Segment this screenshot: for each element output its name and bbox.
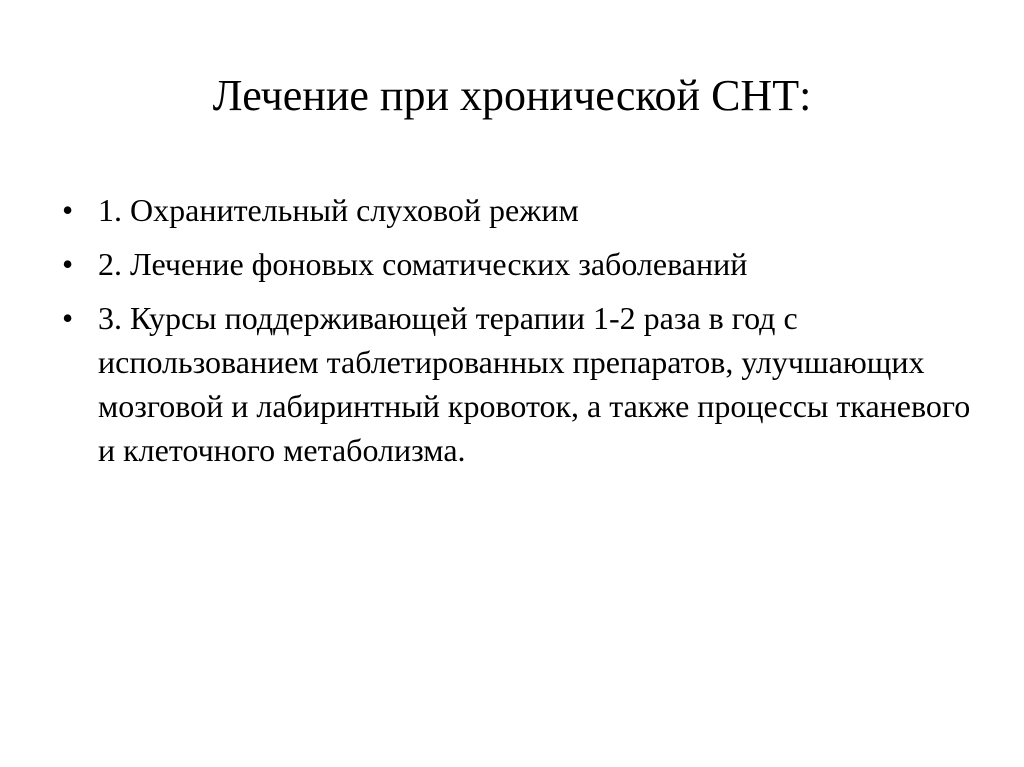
slide-title: Лечение при хронической СНТ:: [212, 71, 812, 120]
bullet-icon: •: [62, 300, 74, 336]
bullet-item: • 2. Лечение фоновых соматических заболеваний: [62, 242, 982, 286]
bullet-list: [62, 188, 982, 482]
bullet-item: • 1. Охранительный слуховой режим: [62, 188, 982, 232]
bullet-icon: •: [62, 246, 74, 282]
bullet-item: • 3. Курсы поддерживающей терапии 1-2 раза в год с использованием таблетированных препаратов, улучшающих мозговой и лабиринтный кровоток, а также процессы тканевого и клеточного метаболизма.: [62, 296, 982, 472]
bullet-icon: •: [62, 192, 74, 228]
